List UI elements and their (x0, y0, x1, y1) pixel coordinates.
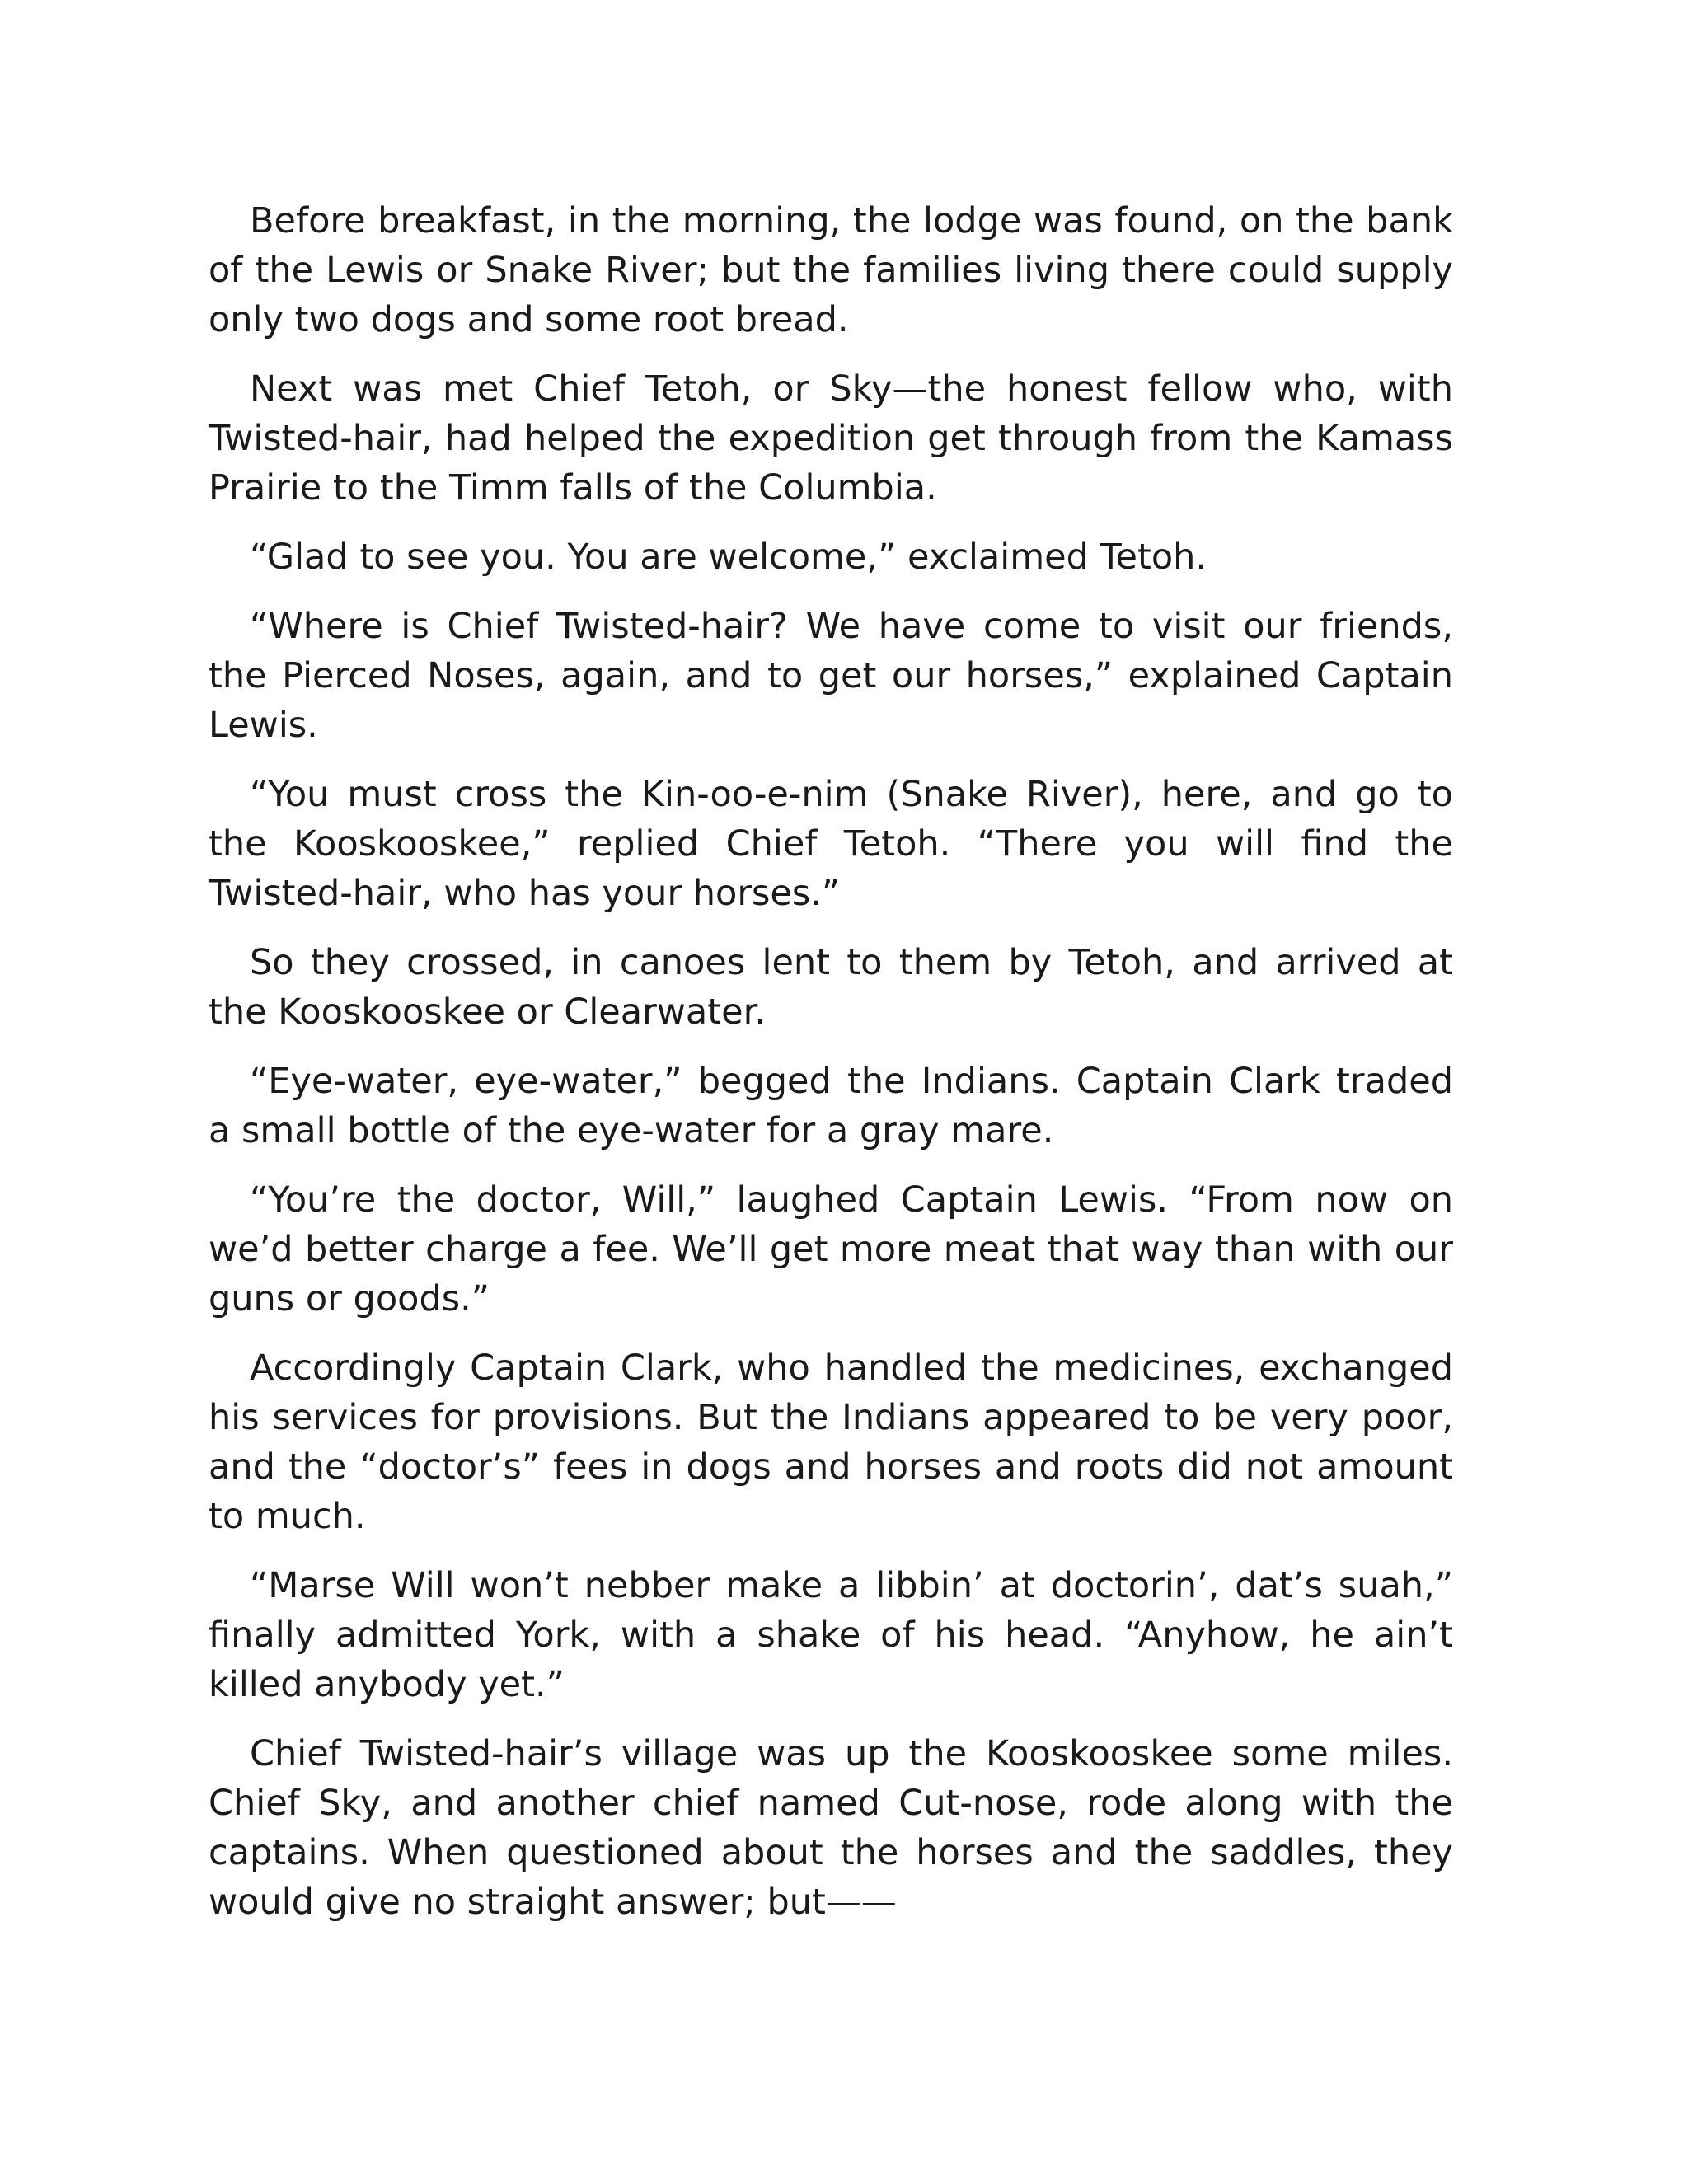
paragraph-8: “You’re the doctor, Will,” laughed Captain Lewis. “From now on we’d better charge a fee. We’ll get more meat that way than with our guns or goods.” (209, 1179, 1453, 1319)
paragraph-6: So they crossed, in canoes lent to them by Tetoh, and arrived at the Kooskooskee or Clearwater. (209, 942, 1453, 1033)
paragraph-2: Next was met Chief Tetoh, or Sky—the honest fellow who, with Twisted-hair, had helped the expedition get through from the Kamass Prairie to the Timm falls of the Columbia. (209, 368, 1453, 509)
paragraph-3: “Glad to see you. You are welcome,” exclaimed Tetoh. (250, 537, 1207, 578)
paragraph-11: Chief Twisted-hair’s village was up the Kooskooskee some miles. Chief Sky, and another chief named Cut-nose, rode along with the captains. When questioned about the horses and the saddles, they would give no straight answer; but—— (209, 1733, 1453, 1923)
paragraph-7: “Eye-water, eye-water,” begged the Indians. Captain Clark traded a small bottle of the eye-water for a gray mare. (209, 1061, 1453, 1151)
paragraph-9: Accordingly Captain Clark, who handled the medicines, exchanged his services for provisions. But the Indians appeared to be very poor, and the “doctor’s” fees in dogs and horses and roots did not amount to much. (209, 1347, 1453, 1537)
paragraph-10: “Marse Will won’t nebber make a libbin’ at doctorin’, dat’s suah,” finally admitted York, with a shake of his head. “Anyhow, he ain’t killed anybody yet.” (209, 1565, 1453, 1705)
paragraph-1: Before breakfast, in the morning, the lodge was found, on the bank of the Lewis or Snake River; but the families living there could supply only two dogs and some root bread. (209, 200, 1453, 340)
book-page (209, 196, 1453, 1947)
paragraph-5: “You must cross the Kin-oo-e-nim (Snake River), here, and go to the Kooskooskee,” replied Chief Tetoh. “There you will find the Twisted-hair, who has your horses.” (209, 774, 1453, 914)
paragraph-4: “Where is Chief Twisted-hair? We have come to visit our friends, the Pierced Noses, again, and to get our horses,” explained Captain Lewis. (209, 606, 1453, 746)
